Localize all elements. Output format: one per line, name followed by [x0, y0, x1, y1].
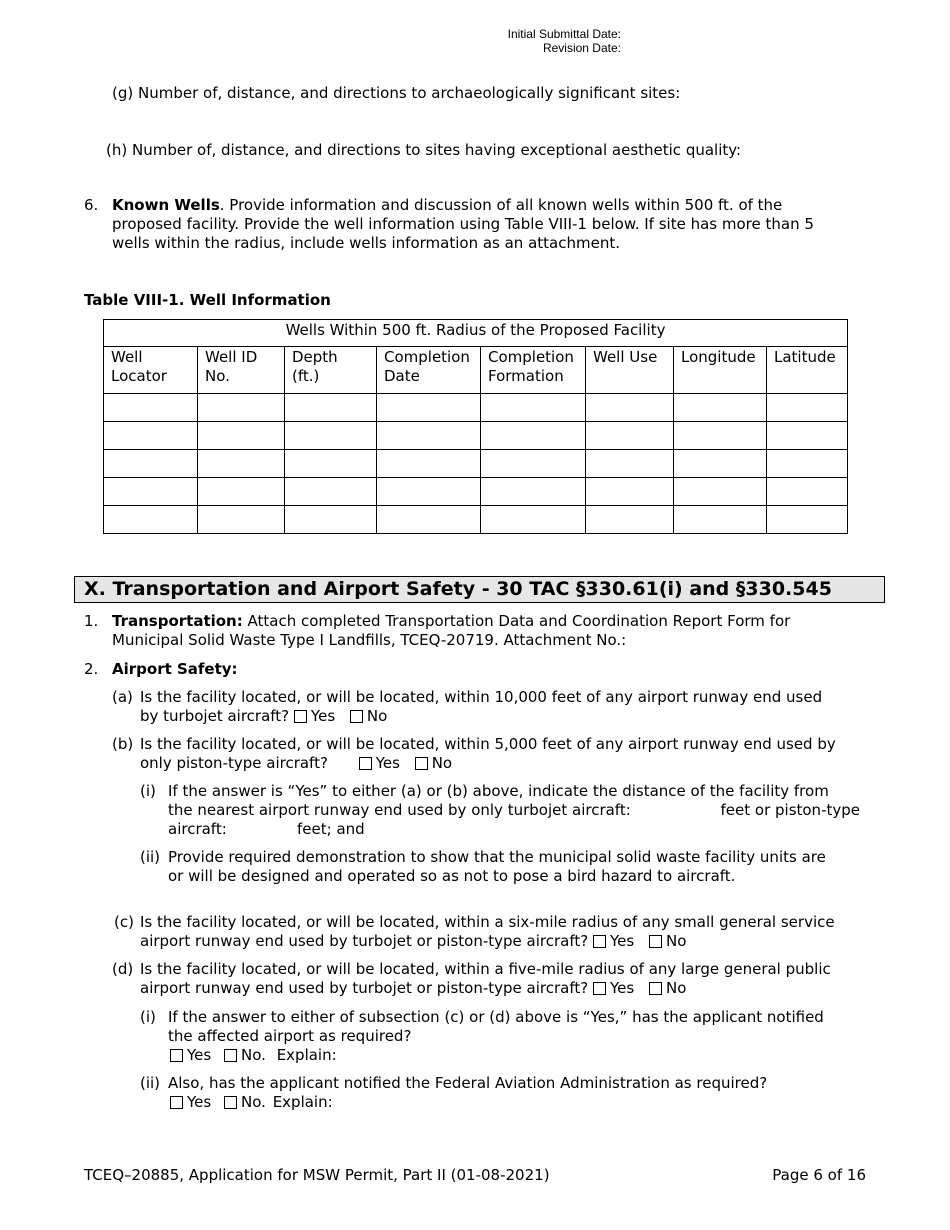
table-cell-input[interactable] [377, 422, 481, 450]
question-b-line2: only piston-type aircraft? [140, 754, 328, 772]
column-header: Completion Formation [481, 347, 586, 394]
question-b-yes-label: Yes [375, 754, 400, 772]
table-cell-input[interactable] [586, 478, 674, 506]
table-cell-input[interactable] [198, 478, 285, 506]
table-cell-input[interactable] [767, 478, 848, 506]
table-cell-input[interactable] [377, 506, 481, 534]
question-c-line1: Is the facility located, or will be located, within a six-mile radius of any small general service [140, 913, 835, 931]
question-b-yes-checkbox[interactable] [359, 757, 372, 770]
question-c-no-label: No [665, 932, 687, 950]
item-1-number: 1. [84, 612, 99, 630]
table-cell-input[interactable] [674, 478, 767, 506]
table-row [104, 422, 848, 450]
question-d-ii-label: (ii) [140, 1074, 161, 1092]
question-c-line2: airport runway end used by turbojet or piston-type aircraft? [140, 932, 589, 950]
table-cell-input[interactable] [377, 478, 481, 506]
table-cell-input[interactable] [285, 450, 377, 478]
question-d-i-no-label: No. [241, 1046, 266, 1064]
revision-date-label: Revision Date: [542, 41, 621, 55]
question-b-ii-line2: or will be designed and operated so as not to pose a bird hazard to aircraft. [168, 867, 736, 885]
question-d-i-line1: If the answer to either of subsection (c) or (d) above is “Yes,” has the applicant notified [168, 1008, 824, 1026]
table-cell-input[interactable] [481, 450, 586, 478]
submittal-date-header [321, 27, 621, 55]
question-b-ii-line1: Provide required demonstration to show that the municipal solid waste facility units are [168, 848, 826, 866]
question-d-ii-explain-label: Explain: [272, 1093, 333, 1111]
item-g [112, 84, 680, 103]
item-h [106, 141, 741, 160]
footer-page-number: Page 6 of 16 [772, 1166, 866, 1184]
question-b-label: (b) [112, 735, 134, 753]
column-header: Completion Date [377, 347, 481, 394]
column-header: Well ID No. [198, 347, 285, 394]
transportation-line1: Attach completed Transportation Data and Coordination Report Form for [242, 612, 791, 630]
question-d-ii-no-checkbox[interactable] [224, 1096, 237, 1109]
item-6-number: 6. [84, 196, 99, 214]
table-cell-input[interactable] [586, 506, 674, 534]
table-cell-input[interactable] [586, 450, 674, 478]
table-cell-input[interactable] [674, 422, 767, 450]
table-cell-input[interactable] [481, 478, 586, 506]
table-cell-input[interactable] [377, 394, 481, 422]
item-6-known-wells [112, 196, 814, 253]
item-h-text: Number of, distance, and directions to sites having exceptional aesthetic quality: [132, 141, 742, 159]
question-a [140, 688, 822, 726]
question-d-i-no-checkbox[interactable] [224, 1049, 237, 1062]
question-a-label: (a) [112, 688, 133, 706]
table-row [104, 394, 848, 422]
table-cell-input[interactable] [481, 506, 586, 534]
question-b-i-label: (i) [140, 782, 156, 800]
question-d-yes-label: Yes [609, 979, 635, 997]
table-cell-input[interactable] [198, 394, 285, 422]
table-cell-input[interactable] [767, 506, 848, 534]
column-header: Well Locator [104, 347, 198, 394]
table-cell-input[interactable] [198, 450, 285, 478]
table-cell-input[interactable] [674, 506, 767, 534]
question-b-line1: Is the facility located, or will be located, within 5,000 feet of any airport runway end used by [140, 735, 836, 753]
table-cell-input[interactable] [104, 478, 198, 506]
table-row [104, 478, 848, 506]
question-b-i-line2b: feet or piston-type [720, 801, 860, 819]
question-b-i-line3a: aircraft: [168, 820, 227, 838]
table-cell-input[interactable] [767, 450, 848, 478]
table-cell-input[interactable] [104, 506, 198, 534]
question-b-i-line1: If the answer is “Yes” to either (a) or (b) above, indicate the distance of the facility from [168, 782, 829, 800]
question-d-i-explain-label: Explain: [276, 1046, 337, 1064]
known-wells-title: Known Wells [112, 196, 220, 214]
item-1-transportation [112, 612, 790, 650]
table-cell-input[interactable] [674, 394, 767, 422]
question-a-line1: Is the facility located, or will be located, within 10,000 feet of any airport runway end used [140, 688, 823, 706]
question-a-yes-label: Yes [310, 707, 336, 725]
table-cell-input[interactable] [767, 394, 848, 422]
item-g-label: (g) [112, 84, 134, 102]
well-information-table [103, 319, 848, 534]
column-header: Latitude [767, 347, 848, 394]
table-cell-input[interactable] [285, 478, 377, 506]
question-d-i-label: (i) [140, 1008, 156, 1026]
question-d-yes-checkbox[interactable] [593, 982, 606, 995]
question-b-i-line3b: feet; and [297, 820, 365, 838]
table-cell-input[interactable] [586, 394, 674, 422]
table-cell-input[interactable] [377, 450, 481, 478]
question-d-ii-yes-label: Yes [187, 1093, 212, 1111]
question-a-no-label: No [366, 707, 388, 725]
question-d-ii-line1: Also, has the applicant notified the Federal Aviation Administration as required? [168, 1074, 768, 1092]
question-d-i-line2: the affected airport as required? [168, 1027, 412, 1045]
table-cell-input[interactable] [481, 394, 586, 422]
question-a-yes-checkbox[interactable] [294, 710, 307, 723]
question-d-i-yes-checkbox[interactable] [170, 1049, 183, 1062]
question-a-line2: by turbojet aircraft? [140, 707, 290, 725]
item-h-label: (h) [106, 141, 128, 159]
question-d-no-checkbox[interactable] [649, 982, 662, 995]
table-cell-input[interactable] [767, 422, 848, 450]
section-x-heading: X. Transportation and Airport Safety - 30 TAC §330.61(i) and §330.545 [74, 576, 885, 603]
column-header: Depth (ft.) [285, 347, 377, 394]
table-cell-input[interactable] [586, 422, 674, 450]
question-c-label: (c) [114, 913, 134, 931]
item-2-number: 2. [84, 660, 99, 678]
question-d-i [168, 1008, 824, 1065]
question-c-yes-label: Yes [609, 932, 635, 950]
table-cell-input[interactable] [481, 422, 586, 450]
footer-form-id: TCEQ–20885, Application for MSW Permit, Part II (01-08-2021) [84, 1166, 550, 1184]
question-d-ii-no-label: No. [241, 1093, 266, 1111]
airport-safety-title: Airport Safety: [112, 660, 238, 678]
table-cell-input[interactable] [104, 450, 198, 478]
question-b-no-label: No [431, 754, 453, 772]
column-header: Well Use [586, 347, 674, 394]
question-d-no-label: No [665, 979, 687, 997]
transportation-title: Transportation: [112, 612, 243, 630]
table-cell-input[interactable] [674, 450, 767, 478]
transportation-line2: Municipal Solid Waste Type I Landfills, TCEQ-20719. Attachment No.: [112, 631, 627, 649]
question-c-no-checkbox[interactable] [649, 935, 662, 948]
initial-submittal-date-label: Initial Submittal Date: [507, 27, 621, 41]
question-d-label: (d) [112, 960, 134, 978]
question-b-ii [168, 848, 826, 886]
table-row [104, 450, 848, 478]
table-row [104, 506, 848, 534]
question-d-line1: Is the facility located, or will be located, within a five-mile radius of any large general public [140, 960, 831, 978]
table-cell-input[interactable] [198, 506, 285, 534]
question-d-ii [168, 1074, 767, 1112]
question-b [140, 735, 836, 773]
known-wells-line3: wells within the radius, include wells information as an attachment. [112, 234, 620, 252]
table-cell-input[interactable] [285, 506, 377, 534]
question-d-i-yes-label: Yes [187, 1046, 212, 1064]
known-wells-line1: . Provide information and discussion of all known wells within 500 ft. of the [219, 196, 783, 214]
column-header: Longitude [674, 347, 767, 394]
question-c [140, 913, 835, 951]
question-b-i [168, 782, 860, 839]
question-d-ii-yes-checkbox[interactable] [170, 1096, 183, 1109]
table-header-title: Wells Within 500 ft. Radius of the Proposed Facility [104, 320, 848, 347]
question-d-line2: airport runway end used by turbojet or piston-type aircraft? [140, 979, 589, 997]
table-cell-input[interactable] [104, 422, 198, 450]
question-a-no-checkbox[interactable] [350, 710, 363, 723]
table-cell-input[interactable] [285, 394, 377, 422]
question-b-no-checkbox[interactable] [415, 757, 428, 770]
item-g-text: Number of, distance, and directions to archaeologically significant sites: [138, 84, 681, 102]
table-cell-input[interactable] [198, 422, 285, 450]
question-c-yes-checkbox[interactable] [593, 935, 606, 948]
question-d [140, 960, 831, 998]
question-b-ii-label: (ii) [140, 848, 161, 866]
question-b-i-line2a: the nearest airport runway end used by only turbojet aircraft: [168, 801, 631, 819]
table-cell-input[interactable] [285, 422, 377, 450]
known-wells-line2: proposed facility. Provide the well information using Table VIII-1 below. If site has more than 5 [112, 215, 814, 233]
table-cell-input[interactable] [104, 394, 198, 422]
table-caption: Table VIII-1. Well Information [84, 291, 331, 309]
